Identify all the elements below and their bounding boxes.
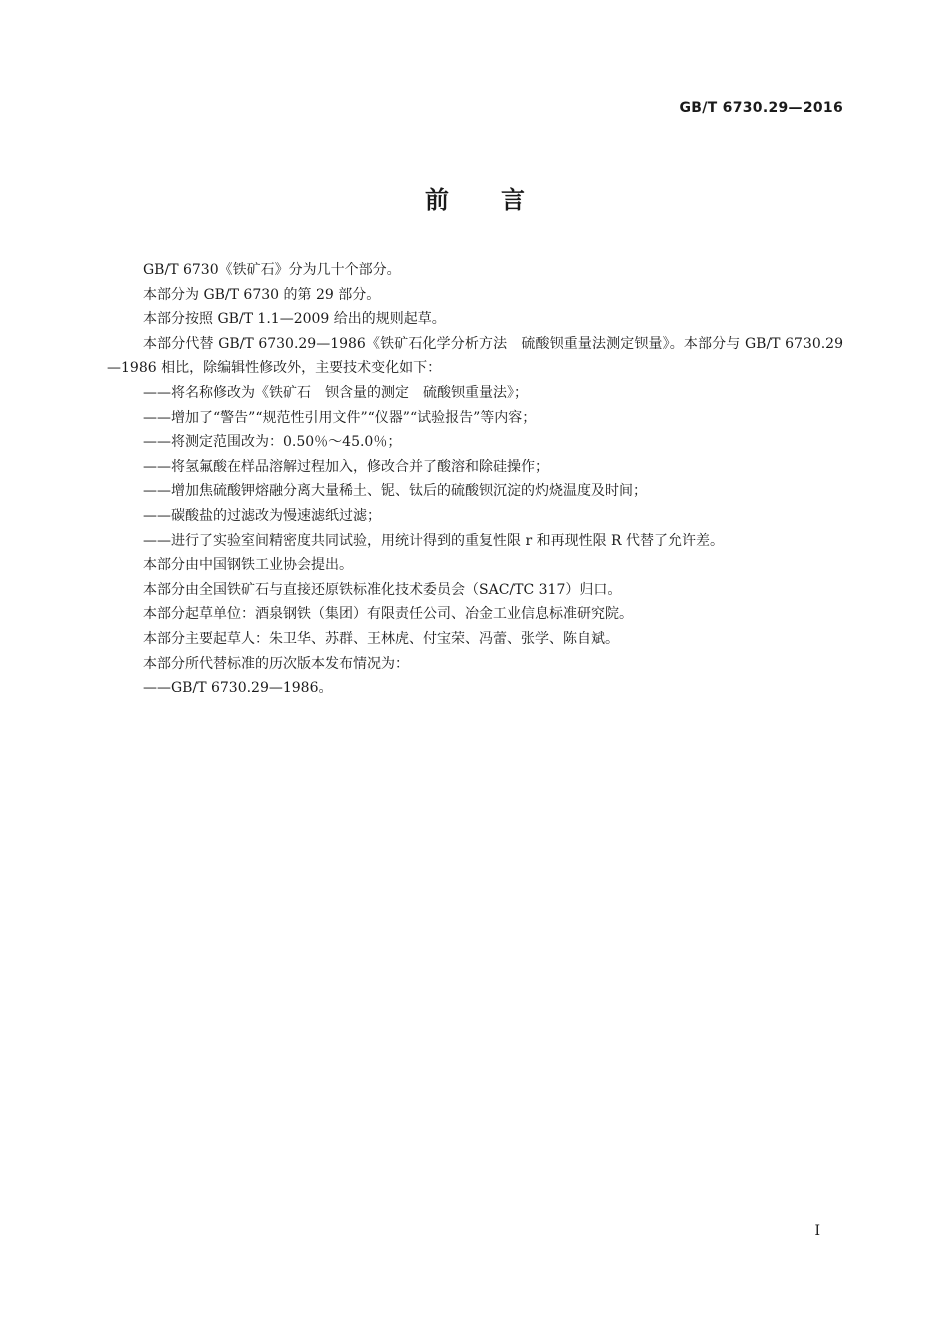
paragraph-proposer: 本部分由中国钢铁工业协会提出。: [143, 557, 353, 574]
paragraph-parts: GB/T 6730《铁矿石》分为几十个部分。: [143, 262, 401, 278]
paragraph-drafters: 本部分主要起草人：朱卫华、苏群、王林虎、付宝荣、冯蕾、张学、陈自斌。: [143, 630, 619, 647]
change-item: ——增加了“警告”“规范性引用文件”“仪器”“试验报告”等内容；: [143, 409, 537, 426]
history-item: ——GB/T 6730.29—1986。: [143, 680, 333, 697]
paragraph-part-number: 本部分为 GB/T 6730 的第 29 部分。: [143, 286, 381, 303]
foreword-body: [107, 258, 843, 701]
change-item: ——碳酸盐的过滤改为慢速滤纸过滤；: [143, 507, 381, 524]
change-item: ——将名称修改为《铁矿石 钡含量的测定 硫酸钡重量法》；: [143, 384, 528, 401]
standard-number: GB/T 6730.29—2016: [679, 100, 843, 116]
change-item: ——将测定范围改为：0.50％～45.0％；: [143, 434, 402, 451]
paragraph-committee: 本部分由全国铁矿石与直接还原铁标准化技术委员会（SAC/TC 317）归口。: [143, 581, 622, 598]
paragraph-drafting-units: 本部分起草单位：酒泉钢铁（集团）有限责任公司、冶金工业信息标准研究院。: [143, 606, 633, 623]
page-number: I: [814, 1223, 820, 1239]
change-item: ——进行了实验室间精密度共同试验，用统计得到的重复性限 r 和再现性限 R 代替了允许差。: [143, 532, 725, 549]
page-title: 前言: [425, 186, 577, 214]
paragraph-replaces: 本部分代替 GB/T 6730.29—1986《铁矿石化学分析方法 硫酸钡重量法测定钡量》。本部分与 GB/T 6730.29—1986 相比，除编辑性修改外，主要技术变化如下：: [107, 335, 843, 377]
change-item: ——增加焦硫酸钾熔融分离大量稀土、铌、钛后的硫酸钡沉淀的灼烧温度及时间；: [143, 483, 647, 500]
change-item: ——将氢氟酸在样品溶解过程加入，修改合并了酸溶和除硅操作；: [143, 458, 549, 475]
paragraph-history: 本部分所代替标准的历次版本发布情况为：: [143, 655, 409, 672]
paragraph-drafting-rules: 本部分按照 GB/T 1.1—2009 给出的规则起草。: [143, 311, 446, 328]
